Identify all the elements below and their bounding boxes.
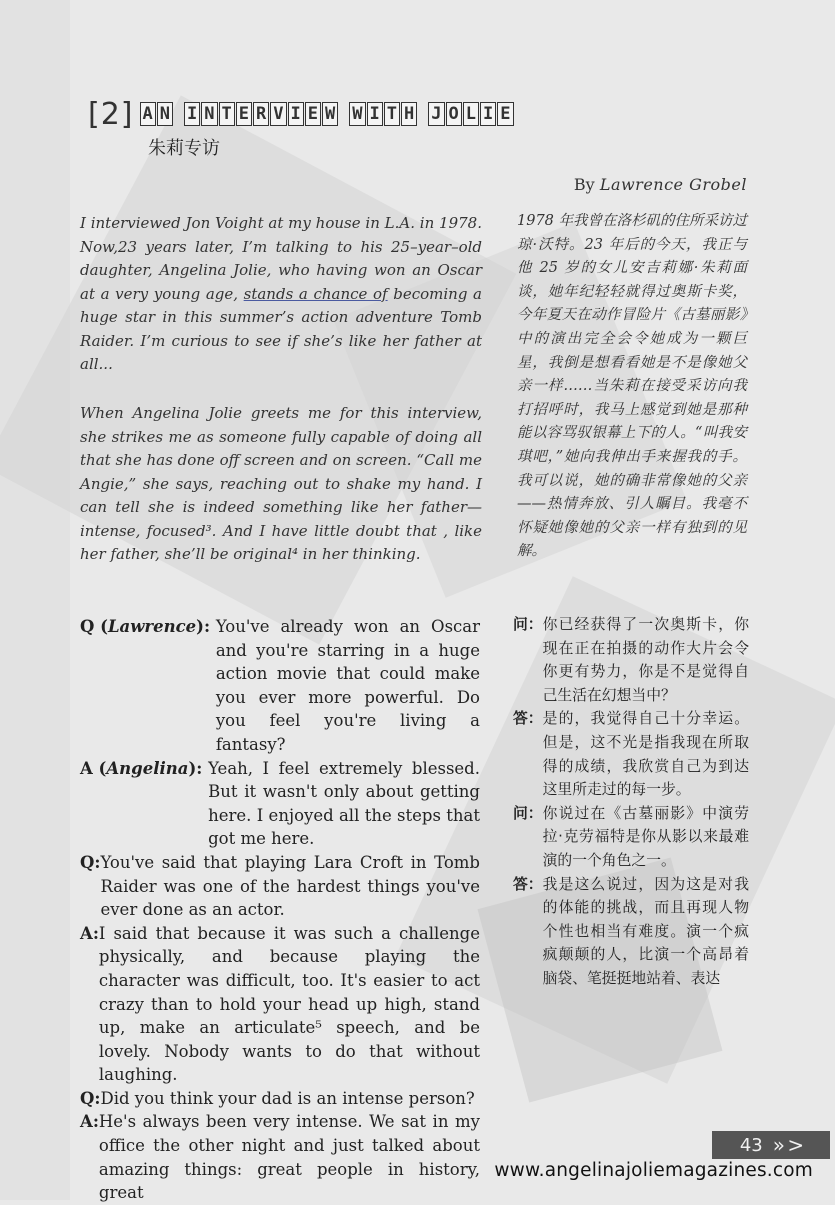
qa-item — [80, 1110, 480, 1204]
qa-cn-item — [513, 873, 749, 991]
title-word — [428, 102, 514, 126]
title-letter: R — [253, 102, 269, 126]
title-letter: E — [236, 102, 252, 126]
title-letter: N — [157, 102, 173, 126]
title-letter: E — [305, 102, 321, 126]
title-letter: W — [349, 102, 365, 126]
underlined-phrase: stands a chance of — [243, 284, 388, 303]
qa-text: Yeah, I feel extremely blessed. But it wasn't only about getting here. I enjoyed all the steps that got me here. — [208, 758, 480, 849]
qa-label: A (Angelina): — [80, 758, 209, 778]
qa-text: You've said that playing Lara Croft in Tomb Raider was one of the hardest things you've ever done as an actor. — [100, 852, 480, 920]
byline — [574, 175, 747, 194]
byline-author: Lawrence Grobel — [599, 175, 747, 194]
qa-english — [80, 615, 480, 1205]
title-letter: A — [140, 102, 156, 126]
qa-cn-text: 我是这么说过，因为这是对我的体能的挑战，而且再现人物个性也相当有难度。演一个疯疯颠颠的人，比演一个高昂着脑袋、笔挺挺地站着、表达 — [542, 875, 749, 987]
qa-item — [80, 851, 480, 922]
title-letter: T — [384, 102, 400, 126]
qa-chinese — [513, 613, 749, 991]
qa-item — [80, 757, 480, 851]
title-letter: H — [401, 102, 417, 126]
qa-label: Q (Lawrence): — [80, 617, 216, 636]
qa-label: A: — [80, 1112, 99, 1132]
title-letter: W — [322, 102, 338, 126]
next-arrows-icon: » > — [772, 1133, 803, 1157]
website-url: www.angelinajoliemagazines.com — [494, 1160, 813, 1181]
qa-cn-label: 问： — [513, 804, 543, 822]
page-number: 43 — [739, 1134, 763, 1156]
article-title — [88, 96, 515, 132]
title-letter: I — [480, 102, 496, 126]
intro-paragraph-2: When Angelina Jolie greets me for this interview, she strikes me as someone fully capable of doing all that she has done off screen and on screen. “Call me Angie,” she says, reaching out to shake my hand. I can tell she is indeed something like her father—intense, focused³. And I have little doubt that , like her father, she’ll be original⁴ in her thinking. — [80, 404, 482, 563]
qa-cn-item — [513, 802, 749, 873]
qa-cn-text: 你已经获得了一次奥斯卡，你现在正在拍摄的动作大片会令你更有势力，你是不是觉得自己生活在幻想当中？ — [542, 616, 749, 704]
title-words — [140, 102, 515, 126]
byline-prefix: By — [573, 175, 595, 194]
qa-item — [80, 922, 480, 1087]
qa-text: You've already won an Oscar and you're starring in a huge action movie that could make you ever more powerful. Do you feel you're living a fantasy? — [215, 617, 480, 754]
intro-paragraph-1 — [80, 212, 482, 377]
title-letter: I — [367, 102, 383, 126]
title-letter: T — [219, 102, 235, 126]
title-letter: E — [497, 102, 513, 126]
title-word — [140, 102, 175, 126]
qa-cn-text: 你说过在《古墓丽影》中演劳拉·克劳福特是你从影以来最难演的一个角色之一。 — [542, 804, 749, 869]
background-shape — [0, 0, 70, 1200]
section-number: [2] — [88, 96, 134, 132]
qa-cn-item — [513, 613, 749, 707]
title-chinese: 朱莉专访 — [148, 138, 220, 159]
intro-text: I interviewed Jon Voight at my house in L.A. in 1978. Now,23 years later, I’m talking to his 25–year–old daughter, Angelina Jolie, who having won an Oscar at a very young age, — [80, 214, 482, 303]
page-number-tab — [712, 1131, 830, 1159]
qa-cn-label: 答： — [513, 875, 543, 893]
qa-item — [80, 1087, 480, 1111]
title-letter: O — [446, 102, 462, 126]
title-letter: I — [184, 102, 200, 126]
title-letter: N — [201, 102, 217, 126]
qa-cn-text: 是的，我觉得自己十分幸运。但是，这不光是指我现在所取得的成绩，我欣赏自己为到达这里所走过的每一步。 — [542, 710, 749, 799]
qa-text: He's always been very intense. We sat in my office the other night and just talked about amazing things: great people in history, great — [98, 1112, 480, 1203]
qa-label: Q: — [80, 852, 101, 872]
title-word — [184, 102, 339, 126]
qa-cn-label: 问： — [513, 616, 543, 633]
intro-chinese: 1978 年我曾在洛杉矶的住所采访过琼·沃特。23 年后的今天，我正与他 25 岁的女儿安吉莉娜·朱莉面谈，她年纪轻轻就得过奥斯卡奖，今年夏天在动作冒险片《古墓丽影》中的演出完全会令她成为一颗巨星，我倒是想看看她是不是像她父亲一样……当朱莉在接受采访向我打招呼时，我马上感觉到她是那种能以容骂驭银幕上下的人。“叫我安琪吧，”她向我伸出手来握我的手。我可以说，她的确非常像她的父亲——热情奔放、引人瞩目。我毫不怀疑她像她的父亲一样有独到的见解。 — [517, 213, 748, 560]
title-letter: L — [463, 102, 479, 126]
title-letter: J — [428, 102, 444, 126]
qa-cn-item — [513, 707, 749, 801]
title-letter: V — [270, 102, 286, 126]
qa-label: A: — [80, 923, 99, 943]
qa-text: Did you think your dad is an intense person? — [100, 1088, 475, 1108]
qa-item — [80, 615, 480, 757]
qa-cn-label: 答： — [513, 710, 543, 728]
qa-label: Q: — [80, 1088, 101, 1108]
intro-text: becoming a huge star in this summer’s action adventure Tomb Raider. I’m curious to see if she’s like her father at all... — [80, 284, 482, 373]
qa-text: I said that because it was such a challenge physically, and because playing the character was difficult, too. It's easier to act crazy than to hold your head up high, stand up, make an articulate⁵ speech, and be lovely. Nobody wants to do that without laughing. — [98, 923, 480, 1085]
title-letter: I — [288, 102, 304, 126]
title-word — [349, 102, 418, 126]
